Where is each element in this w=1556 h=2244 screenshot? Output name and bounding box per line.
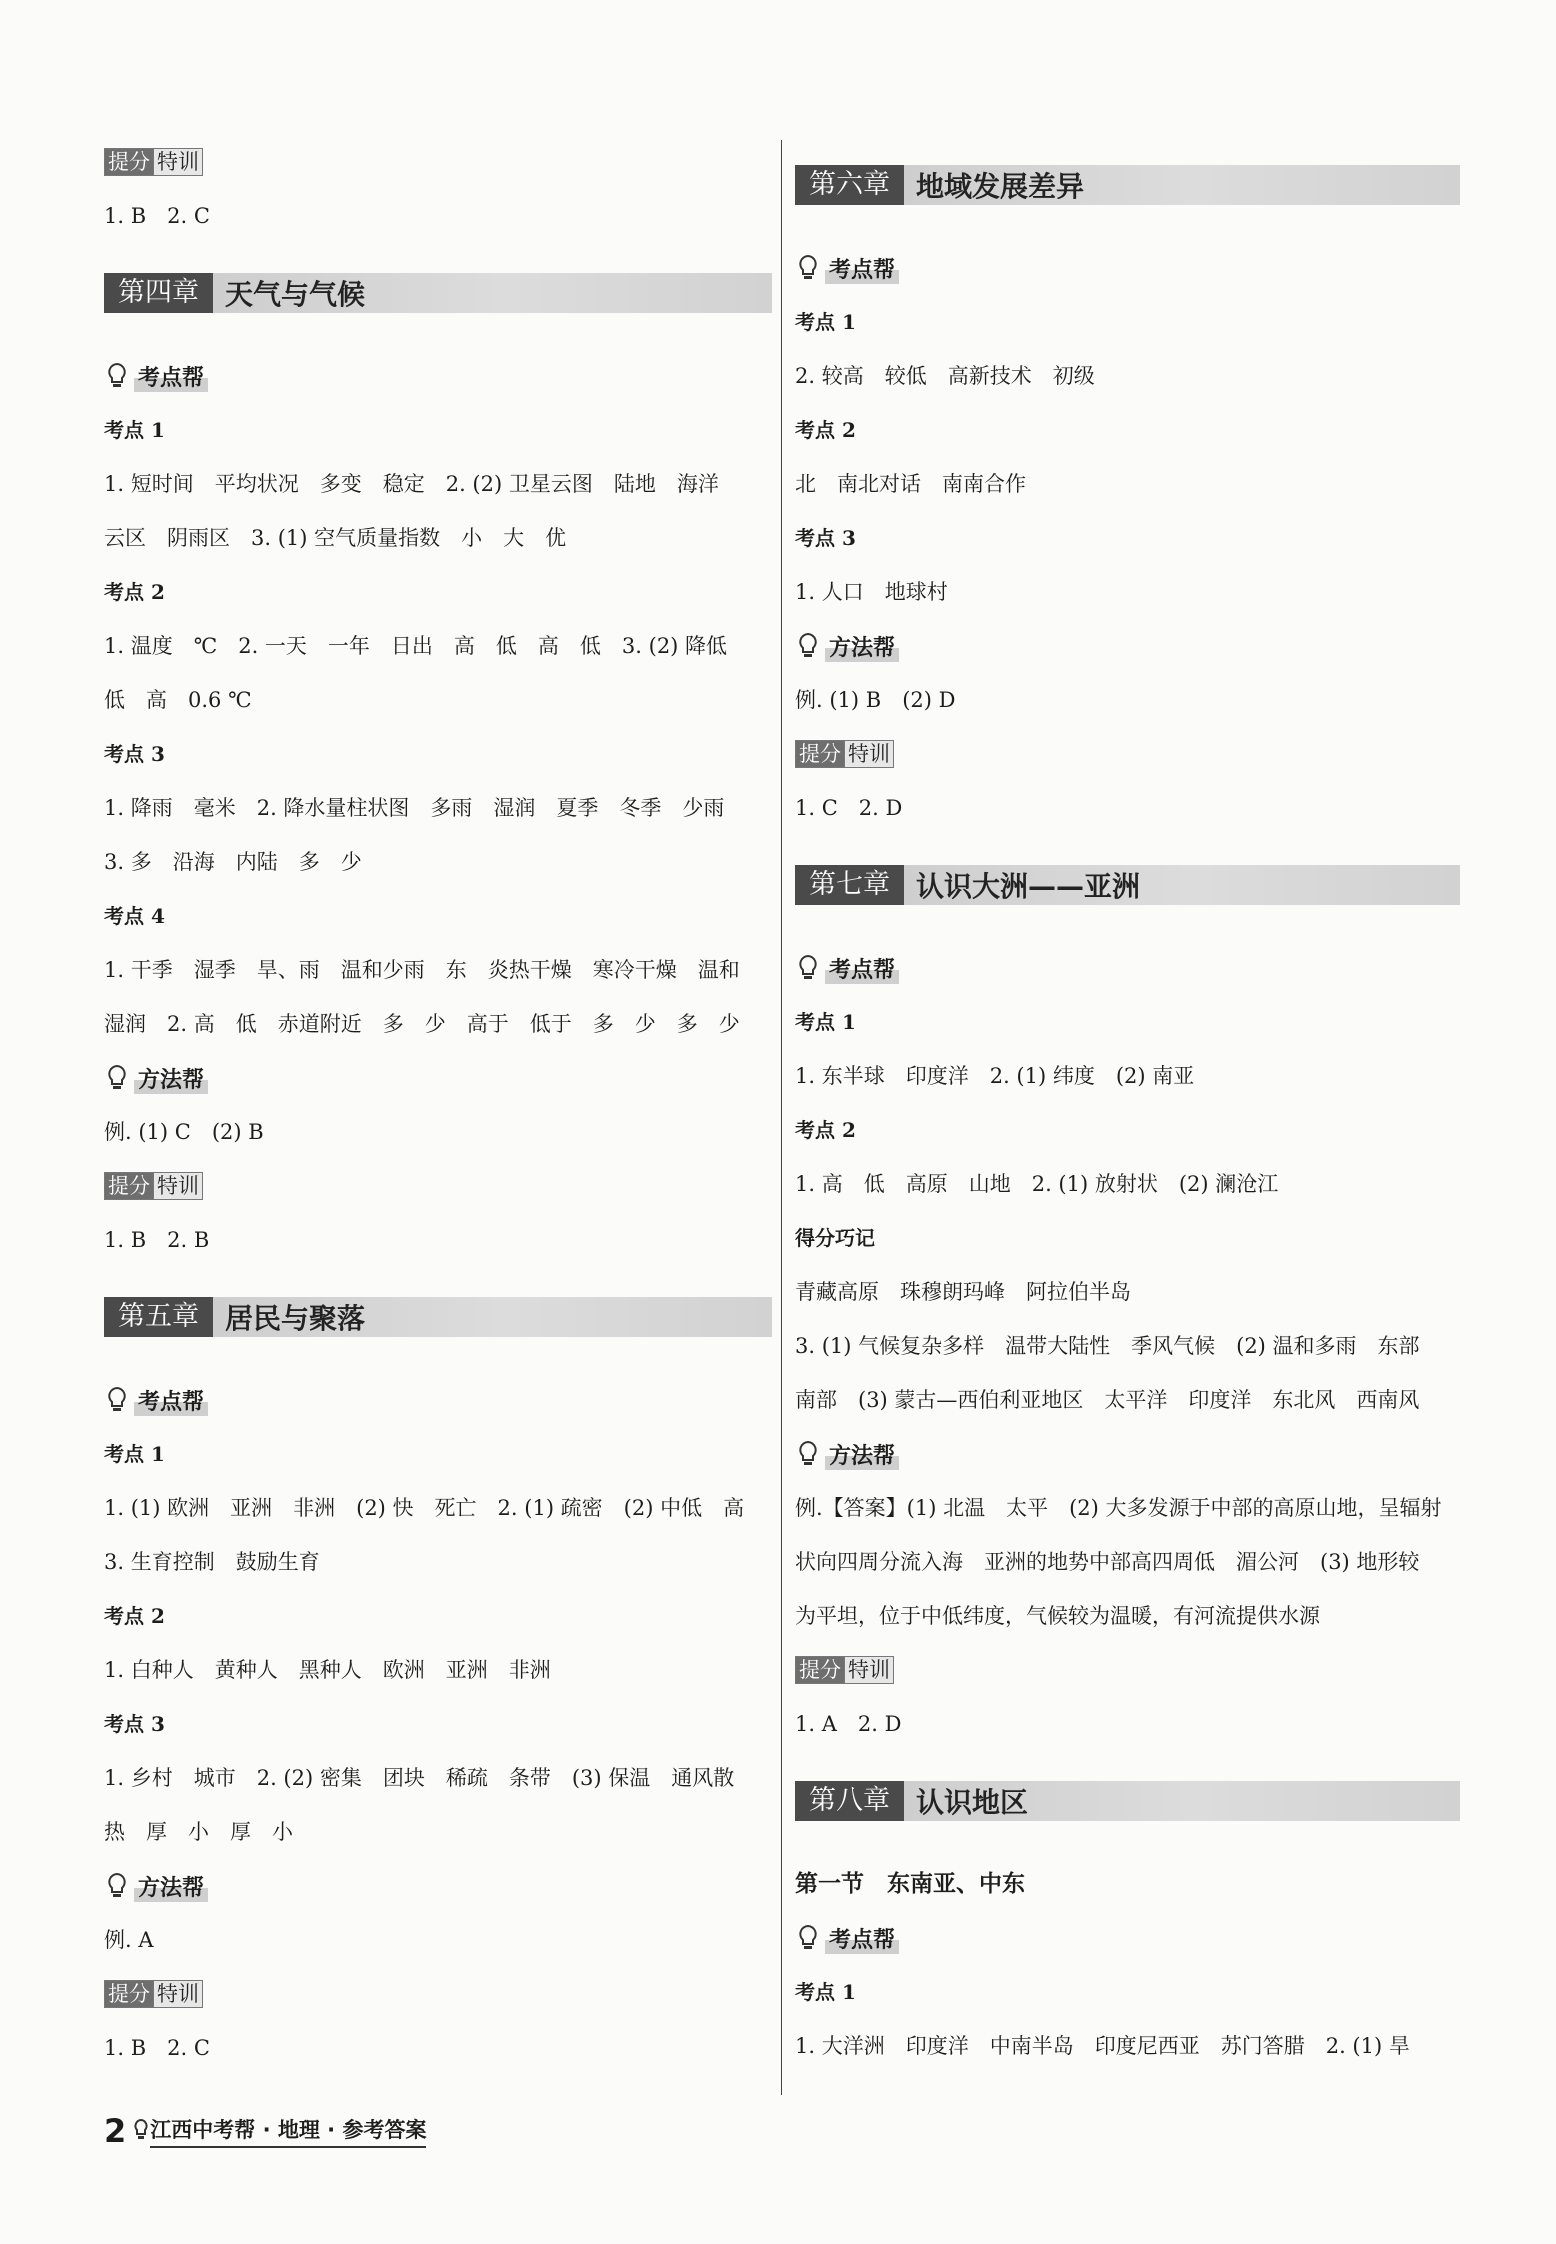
- right-column: [795, 135, 1460, 2073]
- kaodian-heading: 考点 3: [104, 742, 165, 766]
- lightbulb-icon: [104, 1385, 130, 1415]
- kaodian-heading: 考点 1: [104, 1442, 165, 1466]
- fangfabang-section: 方法帮: [104, 1051, 772, 1105]
- kaodian-heading: 考点 1: [795, 310, 856, 334]
- kaodian-heading: 考点 2: [104, 1604, 165, 1628]
- chapter-number: 第五章: [104, 1297, 213, 1337]
- fangfabang-section: 方法帮: [104, 1859, 772, 1913]
- chapter-title: 认识大洲——亚洲: [916, 870, 1141, 903]
- chapter-5-content: [104, 1427, 772, 1859]
- chapter-4-content: [104, 403, 772, 1051]
- lightbulb-icon: [132, 2118, 150, 2144]
- lightbulb-icon: [104, 1063, 130, 1093]
- answer-line: 3. (1) 气候复杂多样 温带大陆性 季风气候 (2) 温和多雨 东部: [795, 1334, 1420, 1358]
- page-footer: [104, 2112, 426, 2150]
- kaodian-heading: 考点 3: [795, 526, 856, 550]
- tifen-texun-label: 提分 特训: [104, 1159, 772, 1213]
- chapter-title: 地域发展差异: [916, 170, 1085, 203]
- answer-line: 1. 乡村 城市 2. (2) 密集 团块 稀疏 条带 (3) 保温 通风散: [104, 1766, 735, 1790]
- lightbulb-icon: [795, 1923, 821, 1953]
- chapter-title: 居民与聚落: [225, 1302, 366, 1335]
- chapter-7-content: [795, 995, 1460, 1427]
- answer-line: 南部 (3) 蒙古—西伯利亚地区 太平洋 印度洋 东北风 西南风: [795, 1388, 1420, 1412]
- answer-line: 青藏高原 珠穆朗玛峰 阿拉伯半岛: [795, 1280, 1131, 1304]
- answer-line: 1. 短时间 平均状况 多变 稳定 2. (2) 卫星云图 陆地 海洋: [104, 472, 719, 496]
- answer-line: 1. B 2. B: [104, 1228, 210, 1252]
- lightbulb-icon: [795, 253, 821, 283]
- lightbulb-icon: [104, 1871, 130, 1901]
- answer-line: 1. B 2. C: [104, 204, 210, 228]
- answer-line: 1. 降雨 毫米 2. 降水量柱状图 多雨 湿润 夏季 冬季 少雨: [104, 796, 725, 820]
- chapter-6-content: [795, 295, 1460, 619]
- chapter-5-header: [104, 1297, 772, 1337]
- kaodian-heading: 考点 2: [104, 580, 165, 604]
- answer-line: 湿润 2. 高 低 赤道附近 多 少 高于 低于 多 少 多 少: [104, 1012, 740, 1036]
- kaodian-heading: 考点 1: [104, 418, 165, 442]
- answer-line: 北 南北对话 南南合作: [795, 472, 1026, 496]
- section-title: 第一节 东南亚、中东: [795, 1870, 1025, 1897]
- kaodianbang-section: 考点帮: [104, 1373, 772, 1427]
- column-divider: [781, 140, 782, 2095]
- tifen-texun-label: 提分 特训: [795, 1643, 1460, 1697]
- answer-line: 低 高 0.6 ℃: [104, 688, 252, 712]
- kaodianbang-section: 考点帮: [795, 241, 1460, 295]
- answer-line: 1. (1) 欧洲 亚洲 非洲 (2) 快 死亡 2. (1) 疏密 (2) 中低 高: [104, 1496, 745, 1520]
- kaodian-heading: 得分巧记: [795, 1226, 875, 1250]
- chapter-8-content: [795, 1965, 1460, 2073]
- example-answer-line: 例.【答案】(1) 北温 太平 (2) 大多发源于中部的高原山地，呈辐射: [795, 1496, 1442, 1520]
- lightbulb-icon: [795, 631, 821, 661]
- example-answer: 例. A: [104, 1928, 154, 1952]
- kaodianbang-section: 考点帮: [104, 349, 772, 403]
- answer-line: 1. 温度 ℃ 2. 一天 一年 日出 高 低 高 低 3. (2) 降低: [104, 634, 728, 658]
- chapter-number: 第八章: [795, 1781, 904, 1821]
- answer-line: 1. B 2. C: [104, 2036, 210, 2060]
- example-answer-line: 为平坦，位于中低纬度，气候较为温暖，有河流提供水源: [795, 1604, 1320, 1628]
- kaodian-heading: 考点 4: [104, 904, 165, 928]
- answer-line: 1. 大洋洲 印度洋 中南半岛 印度尼西亚 苏门答腊 2. (1) 旱: [795, 2034, 1410, 2058]
- answer-line: 2. 较高 较低 高新技术 初级: [795, 364, 1095, 388]
- lightbulb-icon: [104, 361, 130, 391]
- chapter-number: 第七章: [795, 865, 904, 905]
- answer-line: 1. 高 低 高原 山地 2. (1) 放射状 (2) 澜沧江: [795, 1172, 1279, 1196]
- kaodian-heading: 考点 1: [795, 1980, 856, 2004]
- left-column: [104, 135, 772, 2075]
- chapter-4-header: [104, 273, 772, 313]
- example-answer: 例. (1) C (2) B: [104, 1120, 264, 1144]
- chapter-8-header: [795, 1781, 1460, 1821]
- answer-line: 3. 生育控制 鼓励生育: [104, 1550, 320, 1574]
- answer-line: 1. 人口 地球村: [795, 580, 948, 604]
- example-answer: 例. (1) B (2) D: [795, 688, 956, 712]
- lightbulb-icon: [795, 1439, 821, 1469]
- fangfabang-section: 方法帮: [795, 619, 1460, 673]
- kaodianbang-section: 考点帮: [795, 1911, 1460, 1965]
- chapter-6-header: [795, 165, 1460, 205]
- kaodian-heading: 考点 1: [795, 1010, 856, 1034]
- page-number: 2: [104, 2112, 127, 2150]
- footer-title: 江西中考帮 · 地理 · 参考答案: [150, 2114, 426, 2148]
- chapter-7-header: [795, 865, 1460, 905]
- kaodian-heading: 考点 2: [795, 418, 856, 442]
- kaodian-heading: 考点 3: [104, 1712, 165, 1736]
- answer-line: 1. A 2. D: [795, 1712, 902, 1736]
- chapter-number: 第六章: [795, 165, 904, 205]
- chapter-title: 天气与气候: [225, 278, 366, 311]
- example-answer-line: 状向四周分流入海 亚洲的地势中部高四周低 湄公河 (3) 地形较: [795, 1550, 1420, 1574]
- answer-line: 3. 多 沿海 内陆 多 少: [104, 850, 362, 874]
- answer-line: 1. C 2. D: [795, 796, 903, 820]
- answer-line: 1. 干季 湿季 旱、雨 温和少雨 东 炎热干燥 寒冷干燥 温和: [104, 958, 740, 982]
- answer-line: 云区 阴雨区 3. (1) 空气质量指数 小 大 优: [104, 526, 567, 550]
- answer-line: 热 厚 小 厚 小: [104, 1820, 293, 1844]
- tifen-texun-label: 提分 特训: [104, 1967, 772, 2021]
- lightbulb-icon: [795, 953, 821, 983]
- fangfabang-section: 方法帮: [795, 1427, 1460, 1481]
- kaodianbang-section: 考点帮: [795, 941, 1460, 995]
- chapter-title: 认识地区: [916, 1786, 1029, 1819]
- answer-line: 1. 白种人 黄种人 黑种人 欧洲 亚洲 非洲: [104, 1658, 551, 1682]
- kaodian-heading: 考点 2: [795, 1118, 856, 1142]
- chapter-number: 第四章: [104, 273, 213, 313]
- tifen-texun-label: 提分 特训: [104, 135, 772, 189]
- answer-line: 1. 东半球 印度洋 2. (1) 纬度 (2) 南亚: [795, 1064, 1195, 1088]
- tifen-texun-label: 提分 特训: [795, 727, 1460, 781]
